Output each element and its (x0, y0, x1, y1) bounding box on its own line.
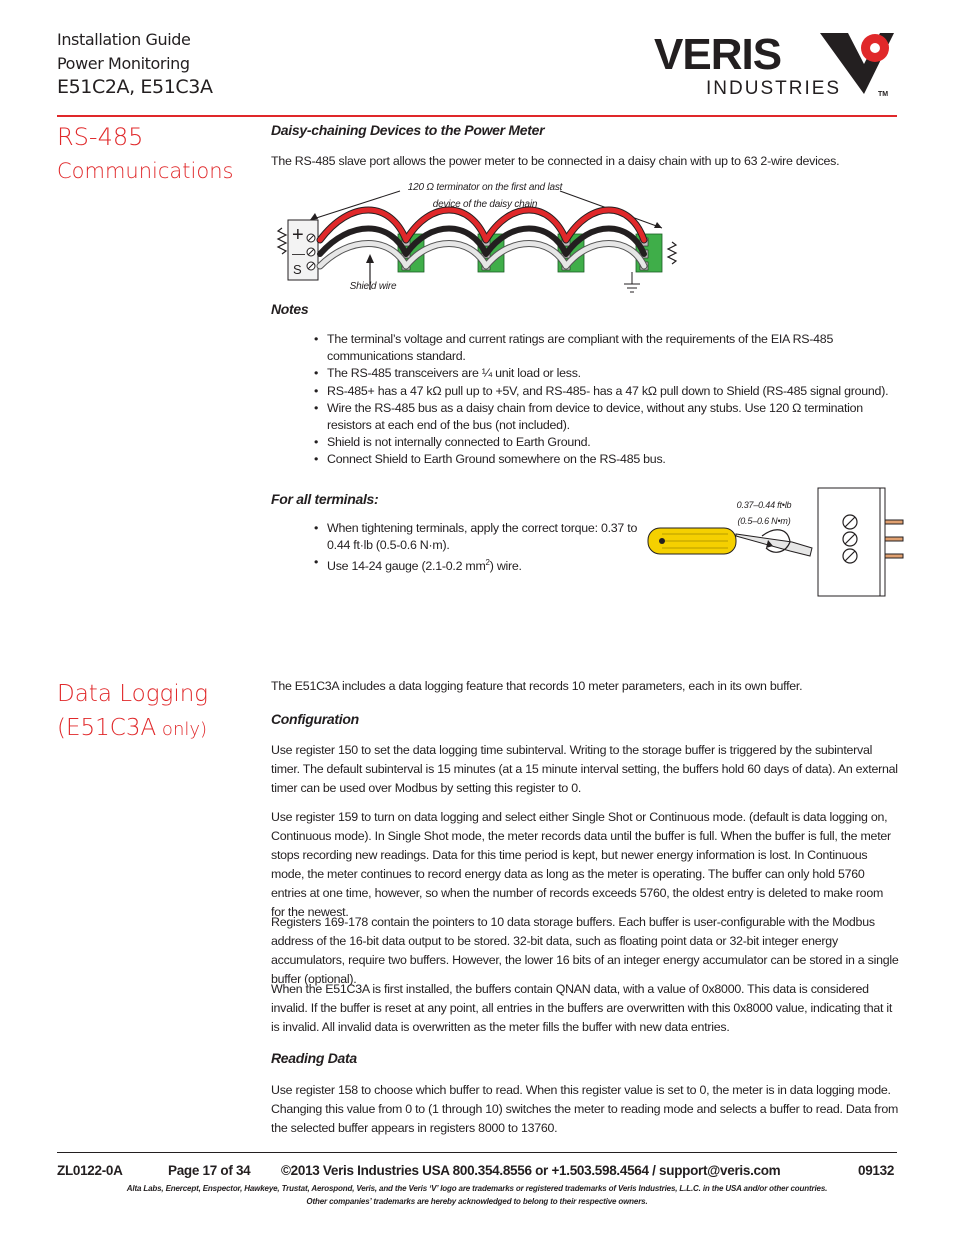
shield-wire-label: Shield wire (349, 281, 397, 292)
config-para-4: When the E51C3A is first installed, the buffers contain QNAN data, with a value of 0x8000. This data is considered invalid. If the buffer is reset at any point, all entries in the buffers are overwritten with this 0x8000 value, indicating that it is invalid. All invalid data is overwritten as the meter fills the buffer with new data entries. (271, 982, 893, 1034)
notes-heading: Notes (271, 301, 309, 317)
list-item: • The RS-485 transceivers are ¼ unit load or less. (312, 365, 902, 382)
footer-page-number: Page 17 of 34 (168, 1163, 251, 1178)
datalog-section-title: Data Logging (E51C3A only) (57, 681, 209, 741)
list-item: • Wire the RS-485 bus as a daisy chain from device to device, without any stubs. Use 120 Ω termination resistors at each end of the bus (not included). (312, 400, 902, 434)
list-item: • RS-485+ has a 47 kΩ pull up to +5V, and RS-485- has a 47 kΩ pull down to Shield (RS-485 signal ground). (312, 383, 902, 400)
notes-list (312, 331, 902, 469)
datalog-intro: The E51C3A includes a data logging feature that records 10 meter parameters, each in its own buffer. (271, 679, 803, 693)
doc-type: Installation Guide (57, 30, 191, 49)
terminal-plus: + (292, 224, 304, 246)
veris-logo (650, 24, 900, 104)
config-para-3: Registers 169-178 contain the pointers to 10 data storage buffers. Each buffer is user-configurable with the Modbus address of the 16-bit data output to be stored. 32-bit data, such as floating point data or 32-bit integer energy accumulators, require two buffers. However, the lower 16 bits of an integer energy accumulator can be stored in a single buffer (optional). (271, 915, 899, 986)
terminals-list (312, 520, 647, 576)
list-item: • Connect Shield to Earth Ground somewhere on the RS-485 bus. (312, 451, 902, 468)
terminator-label: 120 Ω terminator on the first and last device of the daisy chain (407, 182, 563, 210)
logo-word: VERIS (654, 30, 782, 79)
footer-contact: ©2013 Veris Industries USA 800.354.8556 or +1.503.598.4564 / support@veris.com (281, 1163, 781, 1178)
list-item: • Use 14-24 gauge (2.1-0.2 $mm^2$) wire. (312, 554, 647, 575)
configuration-heading: Configuration (271, 711, 359, 727)
config-para-2: Use register 159 to turn on data logging and select either Single Shot or Continuous mode. (default is data logging on, Continuous mode). In Single Shot mode, the meter records data until the buffer is full. When the buffer is full, the meter stops recording new readings. Data for this time period is kept, but newer energy information is lost. In Continuous mode, the meter continues to record energy data as long as the meter is operating. The buffer can only hold 5760 entries at one time, however, so when the number of records exceeds 5760, the oldest entry is deleted to make room for the newest. (271, 810, 891, 919)
reading-data-para: Use register 158 to choose which buffer to read. When this register value is set to 0, the meter is in data logging mode. Changing this value from 0 to (1 through 10) switches the meter to reading mode and selects a buffer to read. Data from the selected buffer appears in registers 8000 to 13760. (271, 1083, 899, 1135)
rs485-section-title: RS-485 Communications (57, 123, 234, 183)
torque-label: 0.37–0.44 ft•lb (0.5–0.6 N•m) (736, 500, 792, 526)
daisy-chain-text: The RS-485 slave port allows the power meter to be connected in a daisy chain with up to 63 2-wire devices. (271, 154, 840, 168)
footer-code: 09132 (858, 1163, 895, 1178)
list-item: • The terminal’s voltage and current ratings are compliant with the requirements of the EIA RS-485 communications standard. (312, 331, 902, 365)
doc-subject: Power Monitoring (57, 54, 190, 73)
list-item: • Shield is not internally connected to Earth Ground. (312, 434, 902, 451)
screwdriver-illustration (640, 486, 905, 598)
doc-models: E51C2A, E51C3A (57, 76, 213, 98)
terminal-shield: S (293, 262, 302, 277)
header-rule (57, 115, 897, 117)
terminals-heading: For all terminals: (271, 491, 379, 507)
terminal-minus: — (292, 246, 305, 261)
logo-tm: TM (878, 91, 889, 98)
daisy-chain-heading: Daisy-chaining Devices to the Power Meter (271, 122, 545, 138)
daisy-chain-diagram (270, 180, 690, 300)
footer-legal-line-2: Other companies’ trademarks are hereby acknowledged to belong to their respective owners. (306, 1197, 648, 1206)
footer-legal-line-1: Alta Labs, Enercept, Enspector, Hawkeye, Trustat, Aerospond, Veris, and the Veris ‘V’ logo are trademarks or registered trademarks of Veris Industries, L.L.C. in the USA and/or other countries. (126, 1184, 828, 1193)
logo-sub: INDUSTRIES (706, 78, 842, 99)
config-para-1: Use register 150 to set the data logging time subinterval. Writing to the storage buffer is triggered by the subinterval timer. The default subinterval is 15 minutes (at a 15 minute interval setting, the buffers hold 60 days of data). An external timer can be used over Modbus by setting this register to 0. (271, 743, 898, 795)
footer-doc-id: ZL0122-0A (57, 1163, 123, 1178)
reading-data-heading: Reading Data (271, 1050, 357, 1066)
footer-rule (57, 1152, 897, 1153)
list-item: • When tightening terminals, apply the correct torque: 0.37 to 0.44 ft·lb (0.5-0.6 N·m). (312, 520, 647, 554)
